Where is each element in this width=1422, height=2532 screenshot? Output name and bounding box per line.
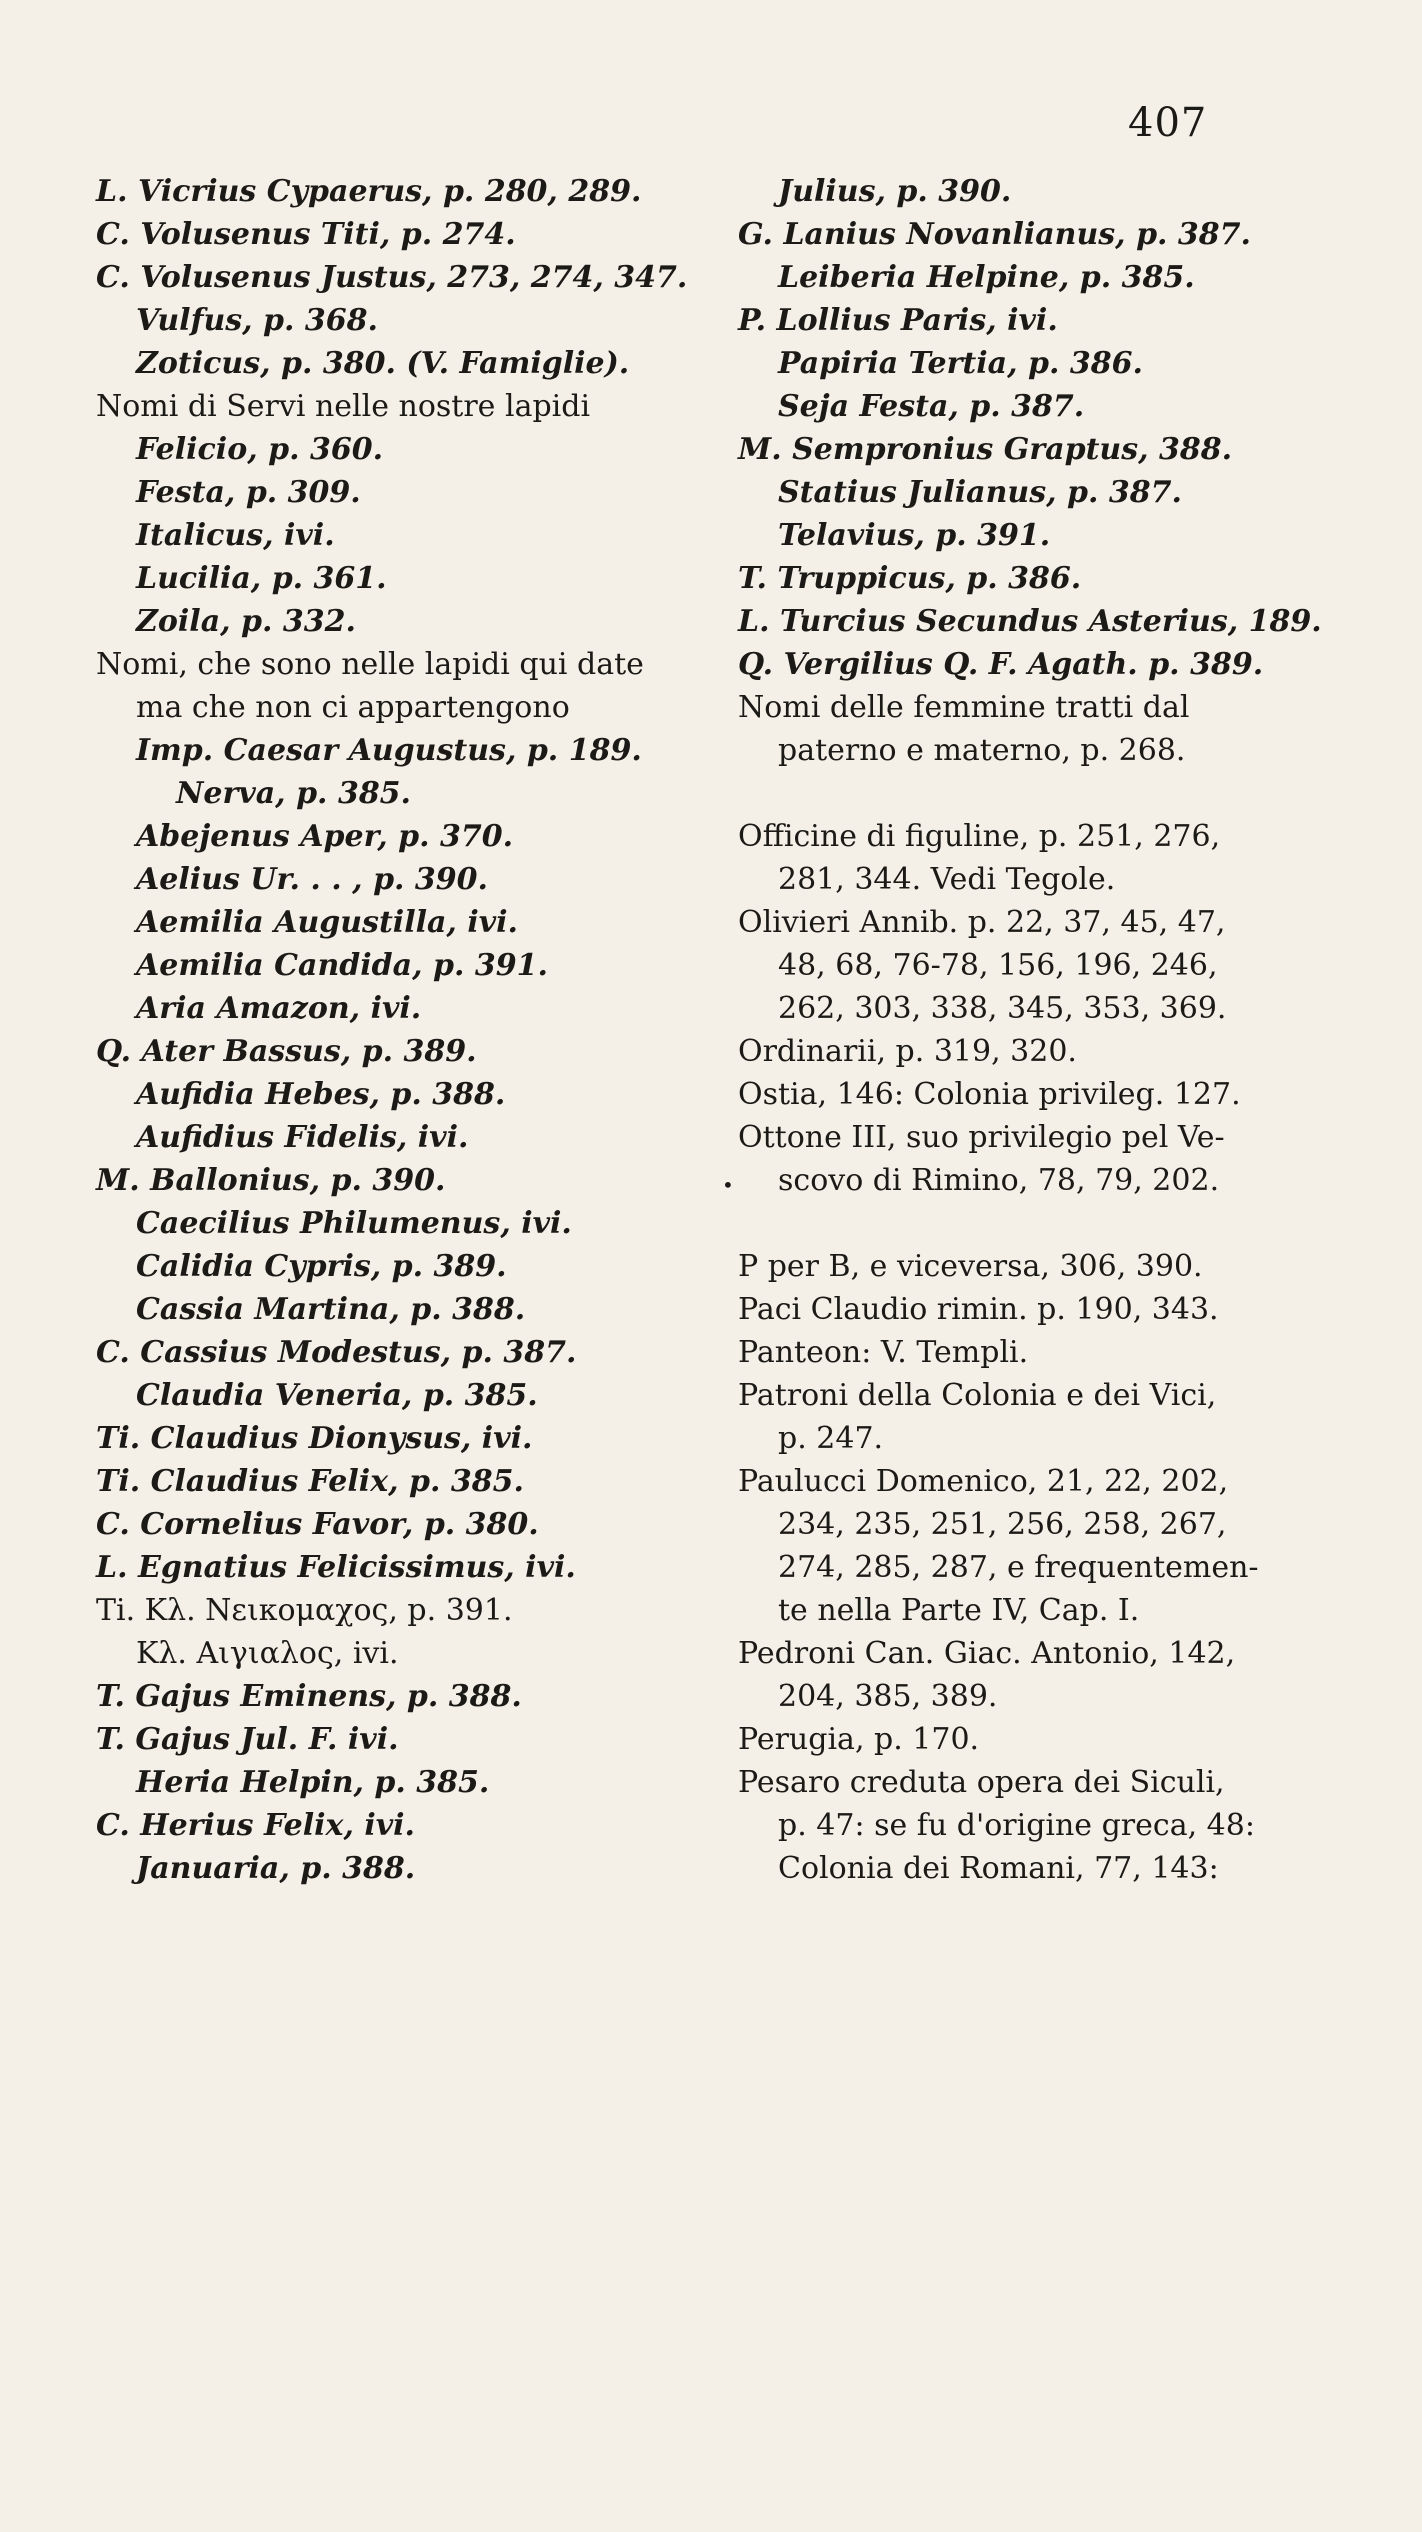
index-entry: Perugia, p. 170. [738, 1722, 980, 1757]
index-entry: T. Gajus Eminens, p. 388. [96, 1679, 522, 1714]
index-entry: Telavius, p. 391. [778, 518, 1051, 553]
index-entry: Aufidius Fidelis, ivi. [136, 1120, 469, 1155]
index-entry: Aemilia Candida, p. 391. [136, 948, 548, 983]
index-entry: T. Truppicus, p. 386. [738, 561, 1082, 596]
page-number: 407 [1128, 100, 1208, 146]
index-entry: Zoila, p. 332. [136, 604, 356, 639]
index-entry: Aelius Ur. . . , p. 390. [136, 862, 489, 897]
index-entry: Claudia Veneria, p. 385. [136, 1378, 538, 1413]
index-entry: 204, 385, 389. [778, 1679, 998, 1714]
index-entry: Julius, p. 390. [778, 174, 1012, 209]
index-entry: Colonia dei Romani, 77, 143: [778, 1851, 1219, 1886]
left-column [96, 170, 696, 1890]
index-entry: M. Sempronius Graptus, 388. [738, 432, 1233, 467]
index-entry: Italicus, ivi. [136, 518, 335, 553]
index-entry: Pesaro creduta opera dei Siculi, [738, 1765, 1225, 1800]
index-entry: C. Volusenus Titi, p. 274. [96, 217, 516, 252]
index-heading: paterno e materno, p. 268. [778, 733, 1186, 768]
index-entry: Heria Helpin, p. 385. [136, 1765, 490, 1800]
index-entry: L. Vicrius Cypaerus, p. 280, 289. [96, 174, 642, 209]
index-entry: Q. Ater Bassus, p. 389. [96, 1034, 477, 1069]
index-entry: p. 247. [778, 1421, 884, 1456]
section-gap [738, 772, 1358, 815]
index-entry: Seja Festa, p. 387. [778, 389, 1085, 424]
index-entry: P per B, e viceversa, 306, 390. [738, 1249, 1203, 1284]
index-entry: L. Egnatius Felicissimus, ivi. [96, 1550, 576, 1585]
index-entry: Leiberia Helpine, p. 385. [778, 260, 1195, 295]
index-entry: Januaria, p. 388. [136, 1851, 416, 1886]
index-entry: 262, 303, 338, 345, 353, 369. [778, 991, 1227, 1026]
index-entry: Vulfus, p. 368. [136, 303, 378, 338]
right-column [738, 170, 1358, 1890]
index-entry: Ti. Claudius Felix, p. 385. [96, 1464, 524, 1499]
index-entry: te nella Parte IV, Cap. I. [778, 1593, 1140, 1628]
index-heading: Nomi, che sono nelle lapidi qui date [96, 647, 644, 682]
index-entry: Aemilia Augustilla, ivi. [136, 905, 518, 940]
index-entry: Olivieri Annib. p. 22, 37, 45, 47, [738, 905, 1226, 940]
index-entry: Paci Claudio rimin. p. 190, 343. [738, 1292, 1219, 1327]
index-entry: Lucilia, p. 361. [136, 561, 387, 596]
index-entry: 234, 235, 251, 256, 258, 267, [778, 1507, 1227, 1542]
index-entry: Ostia, 146: Colonia privileg. 127. [738, 1077, 1241, 1112]
index-entry: 48, 68, 76-78, 156, 196, 246, [778, 948, 1218, 983]
index-entry: Felicio, p. 360. [136, 432, 384, 467]
index-entry: Aria Amazon, ivi. [136, 991, 422, 1026]
index-entry: Imp. Caesar Augustus, p. 189. [136, 733, 642, 768]
index-entry: Caecilius Philumenus, ivi. [136, 1206, 572, 1241]
index-entry: Aufidia Hebes, p. 388. [136, 1077, 506, 1112]
index-entry: T. Gajus Jul. F. ivi. [96, 1722, 399, 1757]
index-entry: P. Lollius Paris, ivi. [738, 303, 1058, 338]
index-entry: Papiria Tertia, p. 386. [778, 346, 1143, 381]
index-entry: Panteon: V. Templi. [738, 1335, 1029, 1370]
index-entry: L. Turcius Secundus Asterius, 189. [738, 604, 1322, 639]
index-entry: Ti. Κλ. Νεικομαχος, p. 391. [96, 1593, 513, 1628]
index-entry: Q. Vergilius Q. F. Agath. p. 389. [738, 647, 1264, 682]
index-entry: 274, 285, 287, e frequentemen- [778, 1550, 1259, 1585]
index-entry: Nerva, p. 385. [176, 776, 412, 811]
index-heading: ma che non ci appartengono [136, 690, 570, 725]
index-entry: C. Herius Felix, ivi. [96, 1808, 415, 1843]
section-gap [738, 1202, 1358, 1245]
index-entry: M. Ballonius, p. 390. [96, 1163, 446, 1198]
index-entry: G. Lanius Novanlianus, p. 387. [738, 217, 1252, 252]
index-entry: scovo di Rimino, 78, 79, 202. [778, 1163, 1220, 1198]
index-entry: Ti. Claudius Dionysus, ivi. [96, 1421, 533, 1456]
index-entry: Statius Julianus, p. 387. [778, 475, 1182, 510]
index-entry: Paulucci Domenico, 21, 22, 202, [738, 1464, 1229, 1499]
index-entry: C. Cassius Modestus, p. 387. [96, 1335, 577, 1370]
index-entry: p. 47: se fu d'origine greca, 48: [778, 1808, 1255, 1843]
index-entry: Cassia Martina, p. 388. [136, 1292, 526, 1327]
index-entry: C. Cornelius Favor, p. 380. [96, 1507, 539, 1542]
index-entry: C. Volusenus Justus, 273, 274, 347. [96, 260, 688, 295]
margin-mark: • [722, 1173, 734, 1197]
index-entry: Ordinarii, p. 319, 320. [738, 1034, 1077, 1069]
index-entry: 281, 344. Vedi Tegole. [778, 862, 1116, 897]
index-entry: Ottone III, suo privilegio pel Ve- [738, 1120, 1225, 1155]
index-heading: Nomi di Servi nelle nostre lapidi [96, 389, 591, 424]
index-heading: Nomi delle femmine tratti dal [738, 690, 1190, 725]
index-entry: Patroni della Colonia e dei Vici, [738, 1378, 1217, 1413]
index-entry: Zoticus, p. 380. (V. Famiglie). [136, 346, 630, 381]
index-entry: Calidia Cypris, p. 389. [136, 1249, 507, 1284]
index-entry: Abejenus Aper, p. 370. [136, 819, 514, 854]
index-entry: Pedroni Can. Giac. Antonio, 142, [738, 1636, 1236, 1671]
index-entry: Κλ. Αιγιαλος, ivi. [136, 1636, 399, 1671]
index-entry: Festa, p. 309. [136, 475, 361, 510]
index-entry: Officine di figuline, p. 251, 276, [738, 819, 1221, 854]
